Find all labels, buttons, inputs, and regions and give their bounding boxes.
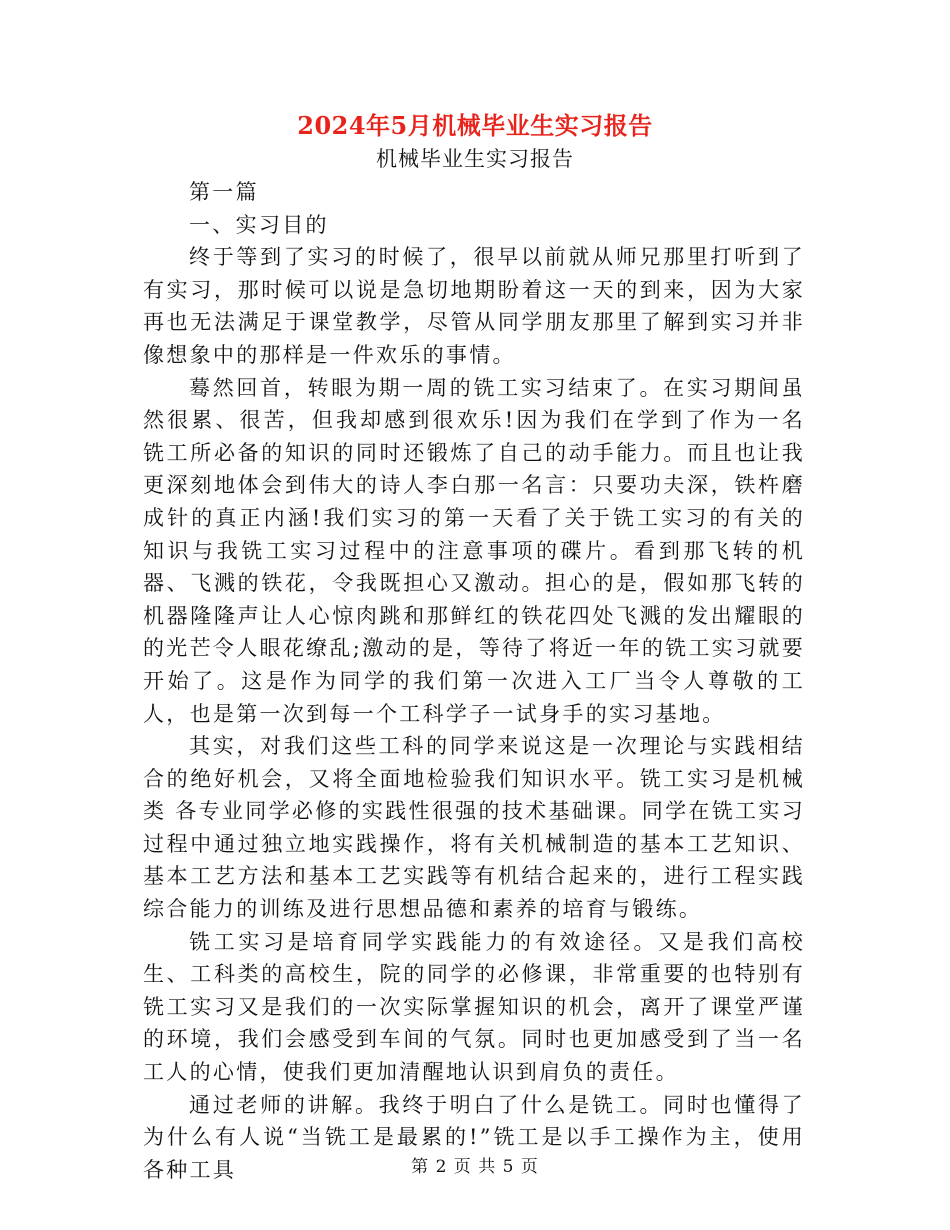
paragraph: 终于等到了实习的时候了，很早以前就从师兄那里打听到了有实习，那时候可以说是急切地期盼着这一天的到来，因为大家再也无法满足于课堂教学，尽管从同学朋友那里了解到实习并非像想象中的那样是一件欢乐的事情。 <box>143 245 805 367</box>
paragraph: 蓦然回首，转眼为期一周的铣工实习结束了。在实习期间虽然很累、很苦，但我却感到很欢乐!因为我们在学到了作为一名铣工所必备的知识的同时还锻炼了自己的动手能力。而且也让我更深刻地体会到伟大的诗人李白那一名言：只要功夫深，铁杵磨成针的真正内涵!我们实习的第一天看了关于铣工实习的有关的知识与我铣工实习过程中的注意事项的碟片。看到那飞转的机器、飞溅的铁花，令我既担心又激动。担心的是，假如那飞转的机器隆隆声让人心惊肉跳和那鲜红的铁花四处飞溅的发出耀眼的的光芒令人眼花缭乱;激动的是，等待了将近一年的铣工实习就要开始了。这是作为同学的我们第一次进入工厂当令人尊敬的工人，也是第一次到每一个工科学子一试身手的实习基地。 <box>143 375 805 726</box>
paragraph: 其实，对我们这些工科的同学来说这是一次理论与实践相结合的绝好机会，又将全面地检验我们知识水平。铣工实习是机械类 各专业同学必修的实践性很强的技术基础课。同学在铣工实习过程中通过独立地实践操作，将有关机械制造的基本工艺知识、基本工艺方法和基本工艺实践等有机结合起来的，进行工程实践综合能力的训练及进行思想品德和素养的培育与锻练。 <box>143 734 805 922</box>
section-heading: 一、实习目的 <box>189 212 329 237</box>
document-subtitle: 机械毕业生实习报告 <box>376 147 574 171</box>
paragraph: 铣工实习是培育同学实践能力的有效途径。又是我们高校生、工科类的高校生，院的同学的必修课，非常重要的也特别有铣工实习又是我们的一次实际掌握知识的机会，离开了课堂严谨的环境，我们会感受到车间的气氛。同时也更加感受到了当一名工人的心情，使我们更加清醒地认识到肩负的责任。 <box>143 929 805 1085</box>
document-body <box>143 176 805 1186</box>
paragraph: 通过老师的讲解。我终于明白了什么是铣工。同时也懂得了为什么有人说“当铣工是最累的!”铣工是以手工操作为主，使用各种工具 <box>143 1092 805 1182</box>
part-label: 第一篇 <box>189 180 259 204</box>
document-title: 2024年5月机械毕业生实习报告 <box>297 111 653 140</box>
page-number-footer: 第 2 页 共 5 页 <box>411 1157 539 1177</box>
